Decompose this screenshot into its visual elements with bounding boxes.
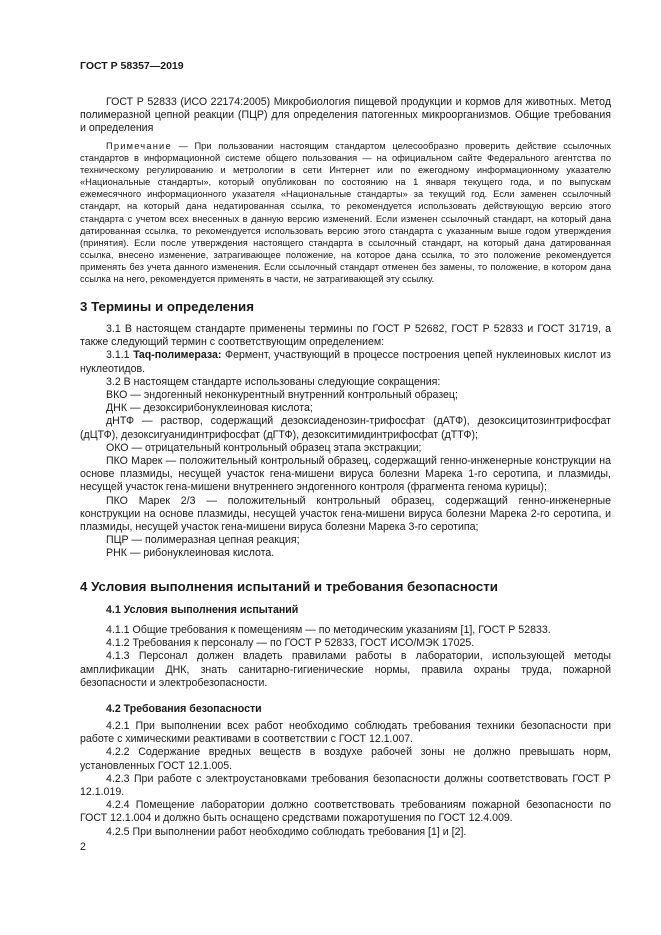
paragraph-4-2-5: 4.2.5 При выполнении работ необходимо соблюдать требования [1] и [2]. <box>106 825 467 838</box>
page-number: 2 <box>80 841 86 853</box>
reference-item <box>80 96 611 136</box>
paragraph-3-1-1: 3.1.1 Taq-полимераза: Фермент, участвующий в процессе построения цепей нуклеиновых кислот из нуклеотидов. <box>80 349 611 375</box>
paragraph-3-2: 3.2 В настоящем стандарте использованы следующие сокращения: <box>106 375 441 388</box>
abbreviation-item: ПЦР — полимеразная цепная реакция; <box>106 534 300 547</box>
subsection-4-1-title: 4.1 Условия выполнения испытаний <box>106 604 299 616</box>
paragraph-3-1: 3.1 В настоящем стандарте применены термины по ГОСТ Р 52682, ГОСТ Р 52833 и ГОСТ 31719, а также следующий термин с соответствующим определением: <box>80 323 611 349</box>
subsection-4-2-body <box>80 720 611 839</box>
subsection-4-1-body <box>80 624 611 690</box>
abbreviation-item: ДНК — дезоксирибонуклеиновая кислота; <box>106 402 313 415</box>
paragraph-4-2-3: 4.2.3 При работе с электроустановками требования безопасности должны соответствовать ГОСТ Р 12.1.019. <box>80 772 611 799</box>
section-3-title: 3 Термины и определения <box>80 299 254 314</box>
paragraph-4-1-1: 4.1.1 Общие требования к помещениям — по методическим указаниям [1], ГОСТ Р 52833. <box>106 624 551 636</box>
abbreviation-item: ВКО — эндогенный неконкурентный внутренний контрольный образец; <box>106 389 458 402</box>
paragraph-4-1-2: 4.1.2 Требования к персоналу — по ГОСТ Р 52833, ГОСТ ИСО/МЭК 17025. <box>106 637 475 650</box>
subsection-4-2-title: 4.2 Требования безопасности <box>106 703 262 715</box>
paragraph-4-2-1: 4.2.1 При выполнении всех работ необходимо соблюдать требования техники безопасности при работе с химическими реактивами в соответствии с ГОСТ 12.1.007. <box>80 720 611 746</box>
abbreviation-item: ПКО Марек 2/3 — положительный контрольный образец, содержащий генно-инженерные конструкции на основе плазмиды, несущей участок гена-мишени вируса болезни Марека 2-го серотипа, и плазмиды, несущей участок гена-мишени вируса болезни Марека 3-го серотипа; <box>80 494 611 534</box>
abbreviation-item: дНТФ — раствор, содержащий дезоксиаденозин-трифосфат (дАТФ), дезоксицитозинтрифосфат (дЦТФ), дезоксигуанидинтрифосфат (дГТФ), дезокситимидинтрифосфат (дТТФ); <box>80 415 611 441</box>
running-header: ГОСТ Р 58357—2019 <box>80 60 184 72</box>
reference-gost-52833: ГОСТ Р 52833 (ИСО 22174:2005) Микробиология пищевой продукции и кормов для животных. Метод полимеразной цепной реакции (ПЦР) для определения патогенных микроорганизмов. Общие требования и определения <box>80 96 611 135</box>
paragraph-4-1-3: 4.1.3 Персонал должен владеть правилами работы в лаборатории, использующей методы амплификации ДНК, знать санитарно-гигиенические нормы, правила охраны труда, пожарной безопасности и электробезопасности. <box>80 650 611 689</box>
note-paragraph <box>80 140 611 285</box>
reference-note <box>80 140 611 285</box>
section-4-title: 4 Условия выполнения испытаний и требования безопасности <box>80 579 498 594</box>
paragraph-4-2-2: 4.2.2 Содержание вредных веществ в воздухе рабочей зоны не должно превышать норм, установленных ГОСТ 12.1.005. <box>80 746 611 772</box>
note-text: — При пользовании настоящим стандартом целесообразно проверить действие ссылочных стандартов в информационной системе общего пользования — на официальном сайте Федерального агентства по техническому регулированию и метрологии в сети Интернет или по ежегодному информационному указателю «Национальные стандарты», который опубликован по состоянию на 1 января текущего года, и по выпускам ежемесячного информационного указателя «Национальные стандарты» за текущий год. Если заменен ссылочный стандарт, на который дана недатированная ссылка, то рекомендуется использовать действующую версию этого стандарта с учетом всех внесенных в данную версию изменений. Если изменен ссылочный стандарт, на который дана датированная ссылка, то рекомендуется использовать версию этого стандарта с указанным выше годом утверждения (принятия). Если после утверждения настоящего стандарта в ссылочный стандарт, на который дана датированная ссылка, внесено изменение, затрагивающее положение, на которое дана ссылка, то это положение рекомендуется применять без учета данного изменения. Если ссылочный стандарт отменен без замены, то положение, в котором дана ссылка на него, рекомендуется применять в части, не затрагивающей эту ссылку. <box>80 141 611 285</box>
abbreviation-item: РНК — рибонуклеиновая кислота. <box>106 547 275 560</box>
abbreviation-item: ОКО — отрицательный контрольный образец этапа экстракции; <box>106 441 422 454</box>
section-3-body <box>80 323 611 561</box>
note-label: Примечание <box>106 141 172 151</box>
term-taq-polymerase: Taq-полимераза: <box>133 349 222 362</box>
abbreviation-item: ПКО Марек — положительный контрольный образец, содержащий генно-инженерные конструкции на основе плазмиды, несущей участок гена-мишени вируса болезни Марека 1-го серотипа, и плазмиды, несущей участок гена-мишени внутреннего эндогенного контроля (фрагмента генома курицы); <box>80 455 611 494</box>
paragraph-4-2-4: 4.2.4 Помещение лаборатории должно соответствовать требованиям пожарной безопасности по ГОСТ 12.1.004 и должно быть оснащено средствами пожаротушения по ГОСТ 12.4.009. <box>80 799 611 825</box>
